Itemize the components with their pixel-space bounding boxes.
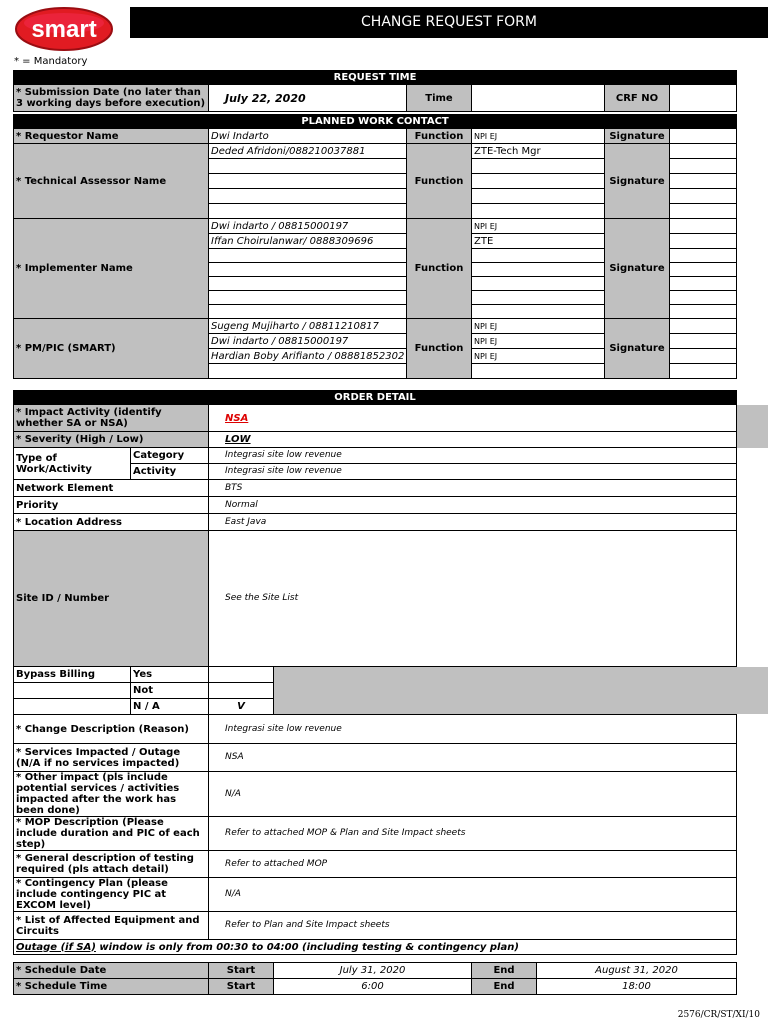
assessor-function[interactable] bbox=[472, 174, 605, 189]
svg-text:smart: smart bbox=[31, 16, 97, 43]
requestor-name[interactable]: Dwi Indarto bbox=[209, 129, 407, 144]
bypass-billing-label: Bypass Billing bbox=[14, 667, 131, 683]
services-impacted-value[interactable]: NSA bbox=[209, 744, 737, 772]
outage-window-prefix: Outage (if SA) bbox=[16, 941, 96, 953]
category-label: Category bbox=[131, 448, 209, 464]
location-address-label: * Location Address bbox=[14, 514, 209, 531]
form-title: CHANGE REQUEST FORM bbox=[130, 7, 768, 38]
start-label: Start bbox=[209, 963, 274, 979]
implementer-function[interactable]: ZTE bbox=[472, 234, 605, 249]
requestor-function[interactable]: NPI EJ bbox=[472, 129, 605, 144]
priority-label: Priority bbox=[14, 497, 209, 514]
signature-cell[interactable] bbox=[670, 349, 737, 364]
pm-function[interactable] bbox=[472, 364, 605, 379]
signature-label: Signature bbox=[605, 319, 670, 379]
assessor-name[interactable] bbox=[209, 174, 407, 189]
bypass-na-label: N / A bbox=[131, 699, 209, 715]
bypass-na-value[interactable]: V bbox=[209, 699, 274, 715]
contingency-plan-label: * Contingency Plan (please include contingency PIC at EXCOM level) bbox=[14, 878, 209, 912]
schedule-start-time[interactable]: 6:00 bbox=[274, 979, 472, 995]
section-order-detail: ORDER DETAIL bbox=[14, 391, 737, 405]
signature-cell[interactable] bbox=[670, 189, 737, 204]
activity-value[interactable]: Integrasi site low revenue bbox=[209, 464, 737, 480]
mop-description-label: * MOP Description (Please include duration and PIC of each step) bbox=[14, 817, 209, 851]
order-detail-table bbox=[13, 390, 768, 955]
signature-cell[interactable] bbox=[670, 234, 737, 249]
type-of-work-label: Type of Work/Activity bbox=[14, 448, 131, 480]
site-id-value[interactable]: See the Site List bbox=[209, 531, 737, 667]
pm-name[interactable]: Dwi indarto / 08815000197 bbox=[209, 334, 407, 349]
testing-description-value[interactable]: Refer to attached MOP bbox=[209, 851, 737, 878]
signature-cell[interactable] bbox=[670, 129, 737, 144]
implementer-function[interactable] bbox=[472, 277, 605, 291]
implementer-function[interactable] bbox=[472, 249, 605, 263]
schedule-date-label: * Schedule Date bbox=[14, 963, 209, 979]
change-description-label: * Change Description (Reason) bbox=[14, 715, 209, 744]
contact-table bbox=[13, 114, 737, 379]
location-address-value[interactable]: East Java bbox=[209, 514, 737, 531]
schedule-time-label: * Schedule Time bbox=[14, 979, 209, 995]
request-time-table bbox=[13, 70, 737, 112]
section-planned-work-contact: PLANNED WORK CONTACT bbox=[14, 115, 737, 129]
severity-label: * Severity (High / Low) bbox=[14, 432, 209, 448]
start-label: Start bbox=[209, 979, 274, 995]
signature-cell[interactable] bbox=[670, 334, 737, 349]
implementer-name[interactable] bbox=[209, 291, 407, 305]
signature-cell[interactable] bbox=[670, 219, 737, 234]
implementer-function[interactable]: NPI EJ bbox=[472, 219, 605, 234]
change-description-value[interactable]: Integrasi site low revenue bbox=[209, 715, 737, 744]
other-impact-label: * Other impact (pls include potential services / activities impacted after the work has been done) bbox=[14, 772, 209, 817]
outage-window-text: window is only from 00:30 to 04:00 (including testing & contingency plan) bbox=[95, 941, 519, 953]
network-element-label: Network Element bbox=[14, 480, 209, 497]
affected-equipment-value[interactable]: Refer to Plan and Site Impact sheets bbox=[209, 912, 737, 940]
end-label: End bbox=[472, 963, 537, 979]
time-label: Time bbox=[407, 85, 472, 112]
pm-function[interactable]: NPI EJ bbox=[472, 319, 605, 334]
smart-logo bbox=[14, 6, 114, 52]
pm-name[interactable]: Hardian Boby Arifianto / 08881852302 bbox=[209, 349, 407, 364]
network-element-value[interactable]: BTS bbox=[209, 480, 737, 497]
assessor-label: * Technical Assessor Name bbox=[14, 144, 209, 219]
signature-cell[interactable] bbox=[670, 159, 737, 174]
assessor-function[interactable] bbox=[472, 189, 605, 204]
schedule-end-time[interactable]: 18:00 bbox=[537, 979, 737, 995]
crf-no-value[interactable] bbox=[670, 85, 737, 112]
impact-activity-label: * Impact Activity (identify whether SA or NSA) bbox=[14, 405, 209, 432]
implementer-name[interactable]: Iffan Choirulanwar/ 0888309696 bbox=[209, 234, 407, 249]
signature-label: Signature bbox=[605, 144, 670, 219]
implementer-function[interactable] bbox=[472, 263, 605, 277]
signature-cell[interactable] bbox=[670, 305, 737, 319]
bypass-not-value[interactable] bbox=[209, 683, 274, 699]
signature-cell[interactable] bbox=[670, 319, 737, 334]
signature-label: Signature bbox=[605, 129, 670, 144]
implementer-name[interactable] bbox=[209, 277, 407, 291]
assessor-function[interactable] bbox=[472, 204, 605, 219]
signature-label: Signature bbox=[605, 219, 670, 319]
pm-function[interactable]: NPI EJ bbox=[472, 334, 605, 349]
implementer-function[interactable] bbox=[472, 291, 605, 305]
implementer-function[interactable] bbox=[472, 305, 605, 319]
pm-pic-label: * PM/PIC (SMART) bbox=[14, 319, 209, 379]
submission-date-value[interactable]: July 22, 2020 bbox=[209, 85, 407, 112]
services-impacted-label: * Services Impacted / Outage (N/A if no services impacted) bbox=[14, 744, 209, 772]
crf-no-label: CRF NO bbox=[605, 85, 670, 112]
time-value[interactable] bbox=[472, 85, 605, 112]
implementer-name[interactable]: Dwi indarto / 08815000197 bbox=[209, 219, 407, 234]
implementer-name[interactable] bbox=[209, 263, 407, 277]
function-label: Function bbox=[407, 319, 472, 379]
assessor-function[interactable] bbox=[472, 159, 605, 174]
outage-window-note bbox=[14, 940, 737, 955]
impact-activity-value[interactable]: NSA bbox=[225, 412, 249, 424]
category-value[interactable]: Integrasi site low revenue bbox=[209, 448, 737, 464]
mandatory-note: * = Mandatory bbox=[14, 56, 88, 67]
assessor-function[interactable]: ZTE-Tech Mgr bbox=[472, 144, 605, 159]
signature-cell[interactable] bbox=[670, 204, 737, 219]
document-code: 2576/CR/ST/XI/10 bbox=[677, 1010, 760, 1020]
assessor-name[interactable] bbox=[209, 189, 407, 204]
signature-cell[interactable] bbox=[670, 249, 737, 263]
function-label: Function bbox=[407, 144, 472, 219]
implementer-name[interactable] bbox=[209, 305, 407, 319]
pm-name[interactable] bbox=[209, 364, 407, 379]
function-label: Function bbox=[407, 129, 472, 144]
section-request-time: REQUEST TIME bbox=[14, 71, 737, 85]
implementer-name[interactable] bbox=[209, 249, 407, 263]
signature-cell[interactable] bbox=[670, 263, 737, 277]
other-impact-value[interactable]: N/A bbox=[209, 772, 737, 817]
schedule-start-date[interactable]: July 31, 2020 bbox=[274, 963, 472, 979]
testing-description-label: * General description of testing required (pls attach detail) bbox=[14, 851, 209, 878]
signature-cell[interactable] bbox=[670, 174, 737, 189]
assessor-name[interactable] bbox=[209, 159, 407, 174]
activity-label: Activity bbox=[131, 464, 209, 480]
schedule-table bbox=[13, 962, 737, 995]
bypass-yes-label: Yes bbox=[131, 667, 209, 683]
function-label: Function bbox=[407, 219, 472, 319]
contingency-plan-value[interactable]: N/A bbox=[209, 878, 737, 912]
signature-cell[interactable] bbox=[670, 144, 737, 159]
pm-name[interactable]: Sugeng Mujiharto / 08811210817 bbox=[209, 319, 407, 334]
submission-date-label: * Submission Date (no later than 3 working days before execution) bbox=[14, 85, 209, 112]
signature-cell[interactable] bbox=[670, 277, 737, 291]
signature-cell[interactable] bbox=[670, 291, 737, 305]
end-label: End bbox=[472, 979, 537, 995]
mop-description-value[interactable]: Refer to attached MOP & Plan and Site Impact sheets bbox=[209, 817, 737, 851]
site-id-label: Site ID / Number bbox=[14, 531, 209, 667]
severity-value[interactable]: LOW bbox=[225, 434, 251, 445]
pm-function[interactable]: NPI EJ bbox=[472, 349, 605, 364]
requestor-label: * Requestor Name bbox=[14, 129, 209, 144]
priority-value[interactable]: Normal bbox=[209, 497, 737, 514]
assessor-name[interactable]: Deded Afridoni/088210037881 bbox=[209, 144, 407, 159]
assessor-name[interactable] bbox=[209, 204, 407, 219]
bypass-yes-value[interactable] bbox=[209, 667, 274, 683]
affected-equipment-label: * List of Affected Equipment and Circuits bbox=[14, 912, 209, 940]
bypass-not-label: Not bbox=[131, 683, 209, 699]
schedule-end-date[interactable]: August 31, 2020 bbox=[537, 963, 737, 979]
implementer-label: * Implementer Name bbox=[14, 219, 209, 319]
signature-cell[interactable] bbox=[670, 364, 737, 379]
